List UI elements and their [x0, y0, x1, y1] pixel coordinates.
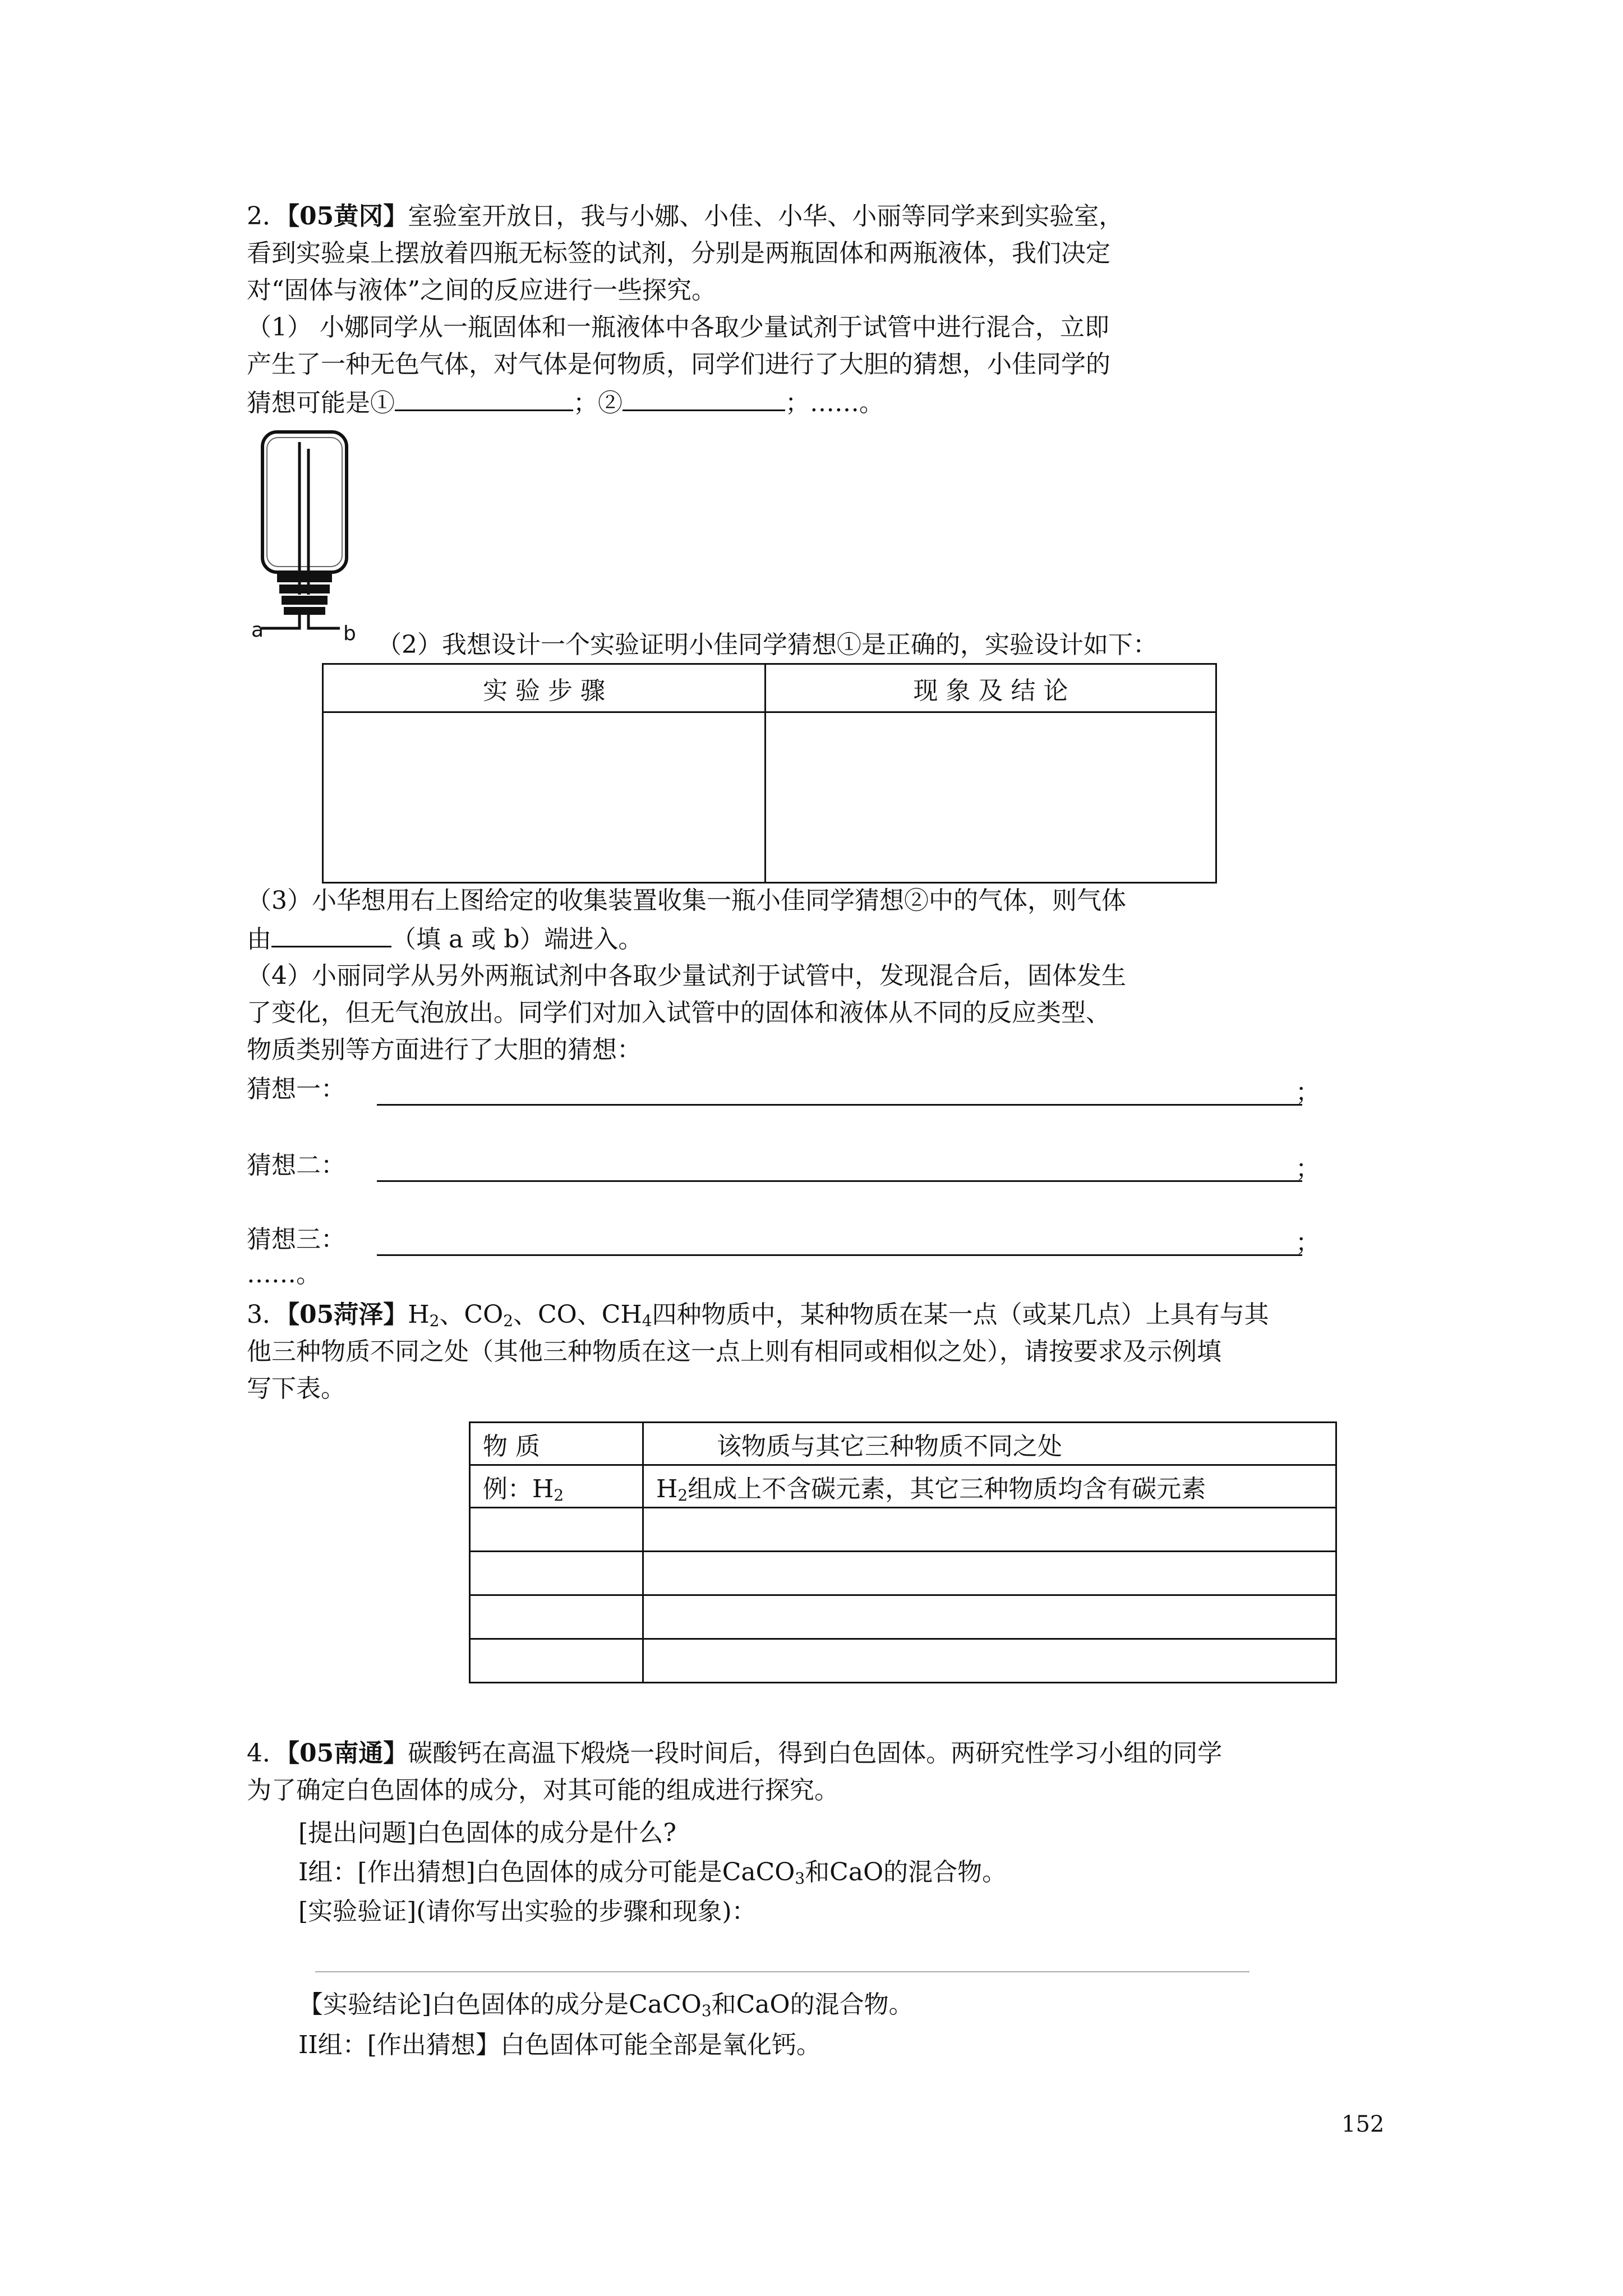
q2-part4-line3: 物质类别等方面进行了大胆的猜想： [247, 1036, 642, 1064]
q3-answer-difference-1[interactable] [643, 1508, 1336, 1552]
q3-answer-difference-3[interactable] [643, 1595, 1336, 1639]
q3-intro-2: 他三种物质不同之处（其他三种物质在这一点上则有相同或相似之处），请按要求及示例填 [247, 1337, 1221, 1366]
jar-label-a: a [251, 619, 264, 642]
guess-2-label: 猜想二： [247, 1151, 345, 1180]
q2-part3-line1: （3）小华想用右上图给定的收集装置收集一瓶小佳同学猜想②中的气体，则气体 [247, 886, 1126, 915]
q3-answer-difference-2[interactable] [643, 1552, 1336, 1595]
q3-example-desc-h: H [656, 1474, 678, 1503]
q3-intro-rest: 四种物质中，某种物质在某一点（或某几点）上具有与其 [652, 1300, 1269, 1329]
q2-table-header-steps: 实 验 步 骤 [323, 664, 766, 712]
gas-collection-jar-figure [250, 426, 357, 645]
q2-line-1 [247, 201, 1380, 232]
q3-number: 3． [247, 1300, 287, 1329]
q3-answer-substance-3[interactable] [470, 1595, 643, 1639]
q2-part3-suffix: （填 a 或 b）端进入。 [391, 925, 643, 954]
q2-part1-prefix: 猜想可能是① [247, 389, 395, 417]
q4-group1-sub: 3 [795, 1869, 805, 1888]
q2-part1-middle: ；② [573, 389, 623, 417]
q4-group2-guess: II组：[作出猜想】白色固体可能全部是氧化钙。 [298, 2031, 821, 2059]
q2-part1-line3 [247, 387, 1380, 419]
q3-formula-ch4-sub: 4 [642, 1312, 652, 1330]
q2-number: 2． [247, 202, 287, 231]
table-row [470, 1639, 1336, 1683]
q2-part2: （2）我想设计一个实验证明小佳同学猜想①是正确的，实验设计如下： [377, 631, 1158, 659]
q3-example-substance [470, 1465, 643, 1508]
q3-answer-substance-1[interactable] [470, 1508, 643, 1552]
guess-ellipsis: ……。 [247, 1260, 321, 1289]
guess-1-label: 猜想一： [247, 1075, 345, 1103]
q3-example-desc: 组成上不含碳元素，其它三种物质均含有碳元素 [688, 1474, 1206, 1503]
q3-formula-co2-sub: 2 [503, 1312, 514, 1330]
q4-conclusion-pre: 【实验结论]白色固体的成分是CaCO [298, 1990, 702, 2019]
q2-part4-line1: （4）小丽同学从另外两瓶试剂中各取少量试剂于试管中，发现混合后，固体发生 [247, 961, 1126, 990]
q3-example-difference [643, 1465, 1336, 1508]
q2-part1-line1: （1） 小娜同学从一瓶固体和一瓶液体中各取少量试剂于试管中进行混合，立即 [247, 313, 1109, 342]
q4-answer-line[interactable] [315, 1971, 1249, 1972]
q3-example-sub: 2 [554, 1485, 564, 1504]
q2-table-steps-cell[interactable] [323, 712, 766, 883]
q4-intro-1: 碳酸钙在高温下煅烧一段时间后，得到白色固体。两研究性学习小组的同学 [408, 1739, 1223, 1768]
guess-3-semicolon: ； [1295, 1228, 1320, 1257]
q2-part1-line2: 产生了一种无色气体，对气体是何物质，同学们进行了大胆的猜想，小佳同学的 [247, 350, 1110, 379]
q4-conclusion-sub: 3 [701, 2001, 712, 2020]
q3-example-label: 例：H [483, 1474, 554, 1503]
q3-header-substance: 物 质 [470, 1423, 643, 1465]
q2-experiment-table [322, 663, 1217, 884]
q3-line-1 [247, 1299, 1380, 1337]
q3-answer-difference-4[interactable] [643, 1639, 1336, 1683]
q3-substance-table [469, 1421, 1337, 1683]
q3-formula-h: H [408, 1300, 430, 1329]
q4-number: 4． [247, 1739, 287, 1768]
q4-conclusion [298, 1989, 914, 2027]
guess-1-line[interactable] [377, 1104, 1302, 1106]
table-row [470, 1552, 1336, 1595]
q2-guess1-blank[interactable] [395, 387, 573, 411]
table-row [470, 1595, 1336, 1639]
q3-answer-substance-2[interactable] [470, 1552, 643, 1595]
guess-3-label: 猜想三： [247, 1225, 345, 1254]
q3-formula-co2: 、CO [439, 1300, 504, 1329]
jar-label-b: b [343, 622, 356, 645]
q2-part4-line2: 了变化，但无气泡放出。同学们对加入试管中的固体和液体从不同的反应类型、 [247, 999, 1110, 1027]
q2-table-header-result: 现 象 及 结 论 [766, 664, 1216, 712]
q2-inlet-blank[interactable] [271, 923, 391, 947]
q2-source-tag: 【05黄冈】 [287, 202, 408, 231]
table-row [470, 1508, 1336, 1552]
q3-source-tag: 【05菏泽】 [287, 1300, 408, 1329]
q2-table-result-cell[interactable] [766, 712, 1216, 883]
q3-intro-3: 写下表。 [247, 1374, 345, 1403]
q2-intro-2: 看到实验桌上摆放着四瓶无标签的试剂，分别是两瓶固体和两瓶液体，我们决定 [247, 239, 1110, 268]
q2-part1-end: ；……。 [785, 389, 884, 417]
q3-example-desc-sub: 2 [677, 1485, 688, 1504]
q4-line-1 [247, 1738, 1380, 1769]
q3-answer-substance-4[interactable] [470, 1639, 643, 1683]
q4-conclusion-post: 和CaO的混合物。 [711, 1990, 914, 2019]
q3-formula-co-ch: 、CO、CH [513, 1300, 642, 1329]
q2-intro-3: 对“固体与液体”之间的反应进行一些探究。 [247, 276, 716, 305]
table-row [470, 1465, 1336, 1508]
q2-guess2-blank[interactable] [623, 387, 785, 411]
q2-part3-prefix: 由 [247, 925, 271, 954]
q4-intro-2: 为了确定白色固体的成分，对其可能的组成进行探究。 [247, 1776, 839, 1805]
guess-1-semicolon: ； [1295, 1078, 1320, 1107]
q4-group1-post: 和CaO的混合物。 [805, 1858, 1007, 1887]
q4-verify: [实验验证](请你写出实验的步骤和现象)： [298, 1897, 757, 1926]
q4-group1-pre: I组：[作出猜想]白色固体的成分可能是CaCO [298, 1858, 795, 1887]
q3-formula-h-sub: 2 [429, 1312, 440, 1330]
q3-header-difference: 该物质与其它三种物质不同之处 [643, 1423, 1336, 1465]
page-number: 152 [1341, 2111, 1385, 2137]
q4-source-tag: 【05南通】 [287, 1739, 408, 1768]
guess-2-semicolon: ； [1295, 1154, 1320, 1183]
q4-ask: [提出问题]白色固体的成分是什么? [298, 1819, 676, 1847]
guess-2-line[interactable] [377, 1180, 1302, 1182]
q2-intro-1: 室验室开放日，我与小娜、小佳、小华、小丽等同学来到实验室， [408, 202, 1124, 231]
q4-group1-guess [298, 1857, 1007, 1894]
guess-3-line[interactable] [377, 1254, 1302, 1256]
q2-part3-line2 [247, 923, 1380, 955]
